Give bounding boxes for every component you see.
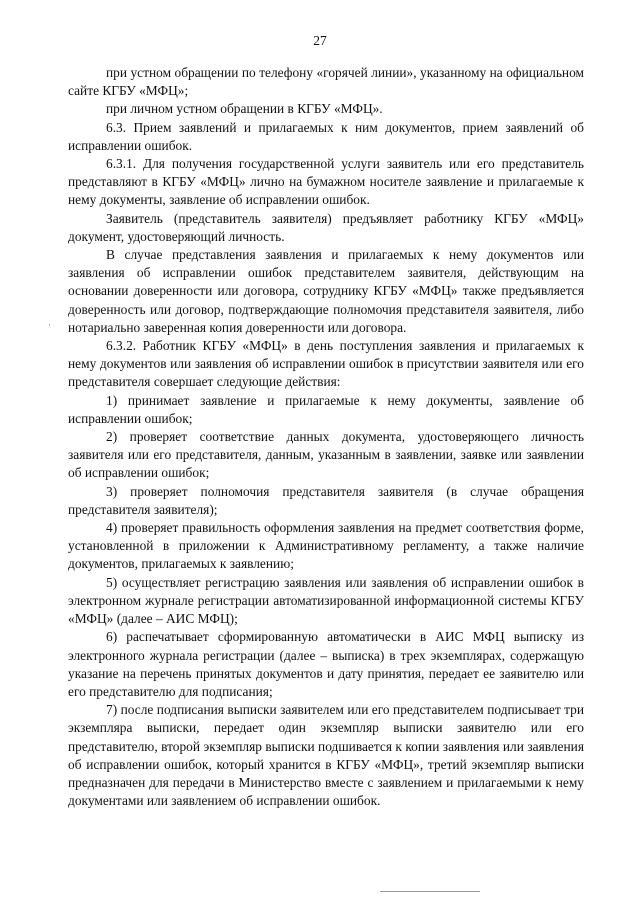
list-item: 2) проверяет соответствие данных документа, удостоверяющего личность заявителя или его представителя, данным, указанным в заявлении, заявке или заявлении об исправлении ошибок; [68,429,584,481]
scan-margin-mark: · [48,320,51,330]
document-body [68,64,584,810]
list-item: 7) после подписания выписки заявителем или его представителем подписывает три экземпляра выписки, передает один экземпляр выписки заявителю или его представителю, второй экземпляр выписки подшивается к копии заявления или заявления об исправлении ошибок, который хранится в КГБУ «МФЦ», третий экземпляр выписки предназначен для передачи в Министерство вместе с заявлением и прилагаемыми к нему документами или заявлением об исправлении ошибок. [68,702,584,809]
paragraph: 6.3. Прием заявлений и прилагаемых к ним документов, прием заявлений об исправлении ошибок. [68,119,584,153]
list-item: 3) проверяет полномочия представителя заявителя (в случае обращения представителя заявителя); [68,483,584,517]
list-item: 4) проверяет правильность оформления заявления на предмет соответствия форме, установленной в приложении к Административному регламенту, а также наличие документов, прилагаемых к заявлению; [68,520,584,572]
bottom-rule [380,891,480,892]
list-item: 6) распечатывает сформированную автоматически в АИС МФЦ выписку из электронного журнала регистрации (далее – выписка) в трех экземплярах, содержащую указание на перечень принятых документов и дату принятия, передает ее заявителю или его представителю для подписания; [68,629,584,699]
paragraph: В случае представления заявления и прилагаемых к нему документов или заявления об исправлении ошибок представителем заявителя, действующим на основании доверенности или договора, сотруднику КГБУ «МФЦ» также предъявляется доверенность или договор, подтверждающие полномочия представителя заявителя, либо нотариально заверенная копия доверенности или договора. [68,247,584,335]
list-item: 5) осуществляет регистрацию заявления или заявления об исправлении ошибок в электронном журнале регистрации автоматизированной информационной системы КГБУ «МФЦ» (далее – АИС МФЦ); [68,574,584,627]
paragraph: 6.3.2. Работник КГБУ «МФЦ» в день поступления заявления и прилагаемых к нему документов или заявления об исправлении ошибок в присутствии заявителя или его представителя совершает следующие действия: [68,338,584,390]
paragraph: при личном устном обращении в КГБУ «МФЦ». [106,101,383,117]
paragraph: Заявитель (представитель заявителя) предъявляет работнику КГБУ «МФЦ» документ, удостоверяющий личность. [68,210,584,244]
list-item: 1) принимает заявление и прилагаемые к нему документы, заявление об исправлении ошибок; [68,392,584,426]
paragraph: при устном обращении по телефону «горячей линии», указанному на официальном сайте КГБУ «МФЦ»; [68,65,584,99]
page-number: 27 [313,33,327,48]
paragraph: 6.3.1. Для получения государственной услуги заявитель или его представитель представляют в КГБУ «МФЦ» лично на бумажном носителе заявление и прилагаемые к нему документы, заявление об исправлении ошибок. [68,156,584,208]
